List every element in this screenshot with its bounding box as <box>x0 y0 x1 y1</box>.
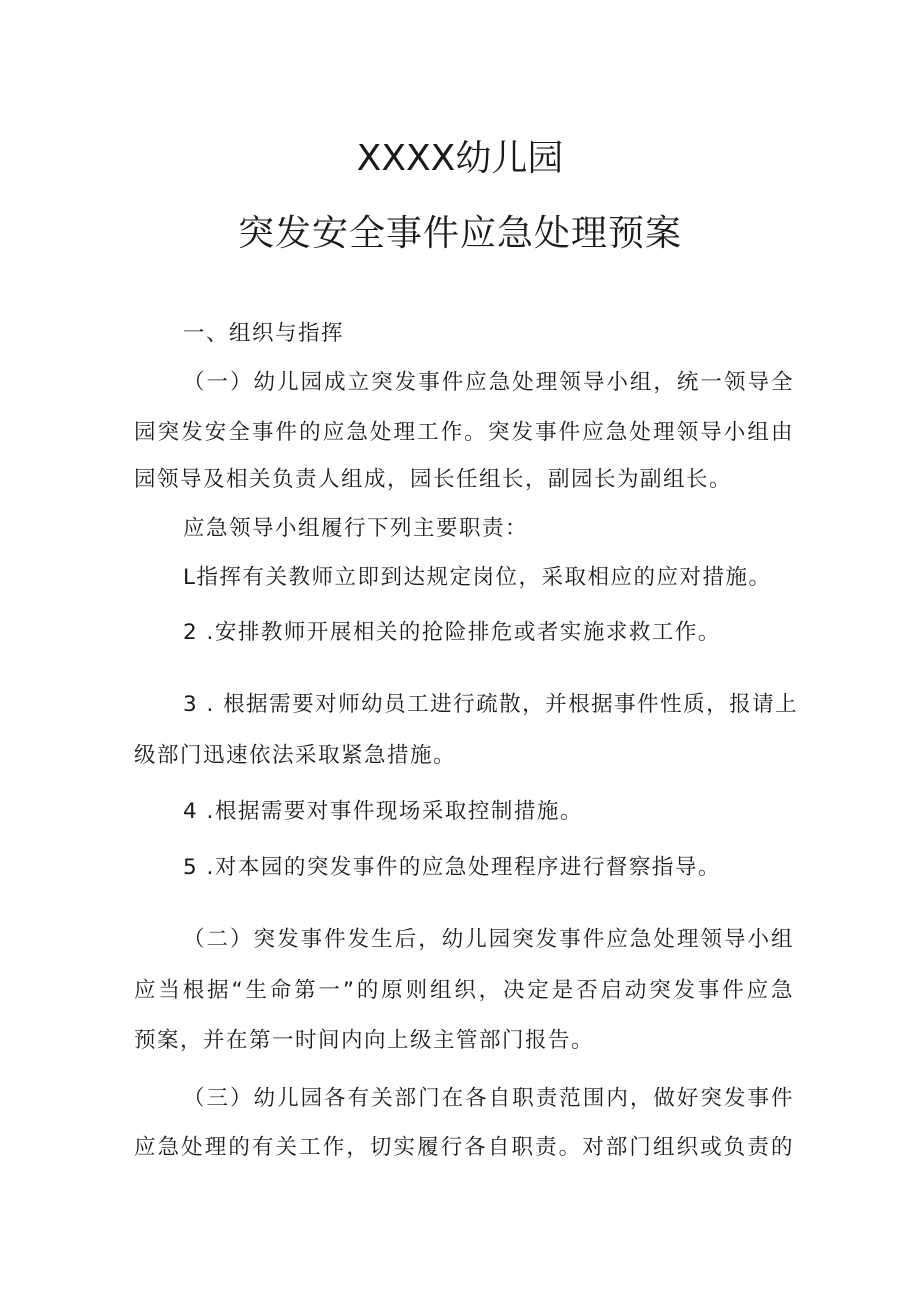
document-title-school: XXXX幼儿园 <box>356 138 564 179</box>
duties-intro: 应急领导小组履行下列主要职责： <box>183 516 529 541</box>
paragraph-line: （一）幼儿园成立突发事件应急处理领导小组，统一领导全 <box>183 370 794 395</box>
document-title-plan: 突发安全事件应急处理预案 <box>237 213 682 254</box>
duty-item: L指挥有关教师立即到达规定岗位，采取相应的应对措施。 <box>183 565 772 590</box>
duty-item: 2 .安排教师开展相关的抢险排危或者实施求救工作。 <box>183 620 721 645</box>
paragraph-line: （二）突发事件发生后，幼儿园突发事件应急处理领导小组 <box>183 927 794 952</box>
paragraph-line: 应当根据“生命第一”的原则组织，决定是否启动突发事件应急 <box>134 978 794 1003</box>
paragraph-line: 园领导及相关负责人组成，园长任组长，副园长为副组长。 <box>134 467 733 492</box>
duty-item: 3 . 根据需要对师幼员工进行疏散，并根据事件性质，报请上 <box>183 692 799 717</box>
duty-item: 5 .对本园的突发事件的应急处理程序进行督察指导。 <box>183 855 721 880</box>
paragraph-line: （三）幼儿园各有关部门在各自职责范围内，做好突发事件 <box>183 1086 794 1111</box>
section-heading: 一、组织与指挥 <box>183 321 345 346</box>
paragraph-line: 应急处理的有关工作，切实履行各自职责。对部门组织或负责的 <box>134 1135 794 1160</box>
duty-item: 4 .根据需要对事件现场采取控制措施。 <box>183 799 583 824</box>
paragraph-line: 预案，并在第一时间内向上级主管部门报告。 <box>134 1028 595 1053</box>
paragraph-line: 园突发安全事件的应急处理工作。突发事件应急处理领导小组由 <box>134 420 794 445</box>
duty-item-continuation: 级部门迅速依法采取紧急措施。 <box>134 743 457 768</box>
